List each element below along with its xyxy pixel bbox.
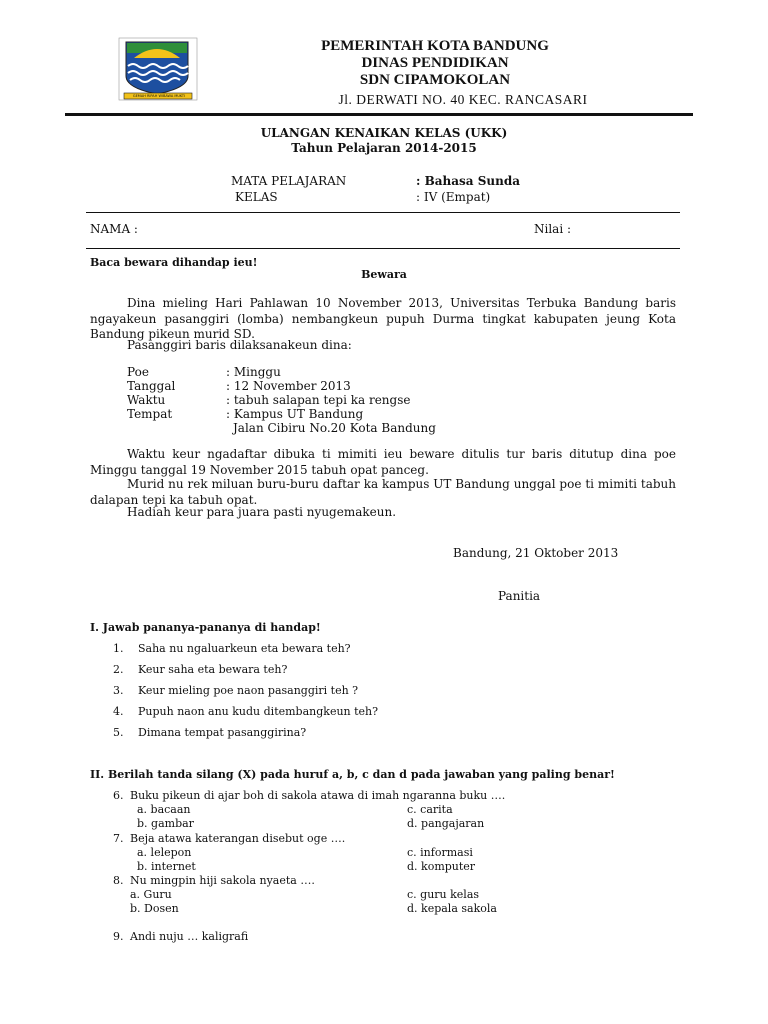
question-text: Keur saha eta bewara teh? (138, 663, 288, 676)
reading-instruction: Baca bewara dihandap ieu! (90, 256, 258, 269)
subject-label: MATA PELAJARAN (231, 174, 347, 188)
reading-paragraph-2: Pasanggiri baris dilaksanakeun dina: (127, 338, 352, 352)
detail-value: Jalan Cibiru No.20 Kota Bandung (233, 421, 436, 435)
question-number: 1. (113, 642, 124, 655)
question-number: 7. (113, 832, 124, 845)
exam-title: ULANGAN KENAIKAN KELAS (UKK) (260, 126, 508, 140)
question-text: Nu mingpin hiji sakola nyaeta …. (130, 874, 315, 887)
school-logo (116, 36, 200, 104)
reading-paragraph-3: Waktu keur ngadaftar dibuka ti mimiti ieu beware ditulis tur baris ditutup dina poe Minggu tanggal 19 November 2015 tabuh opat panceg. (90, 447, 676, 477)
name-field-label: NAMA : (90, 222, 138, 236)
detail-label: Waktu (127, 393, 166, 407)
question-text: Pupuh naon anu kudu ditembangkeun teh? (138, 705, 379, 718)
option-b: b. gambar (137, 817, 194, 830)
name-rule-bottom (86, 248, 680, 249)
question-number: 2. (113, 663, 124, 676)
detail-value: : tabuh salapan tepi ka rengse (226, 393, 411, 407)
score-field-label: Nilai : (534, 222, 572, 236)
question-number: 4. (113, 705, 124, 718)
exam-year: Tahun Pelajaran 2014-2015 (291, 141, 477, 155)
subject-value: : Bahasa Sunda (416, 174, 521, 188)
option-c: c. guru kelas (407, 888, 480, 901)
reading-title: Bewara (361, 268, 407, 281)
question-text: Dimana tempat pasanggirina? (138, 726, 307, 739)
header-department: DINAS PENDIDIKAN (361, 55, 509, 71)
option-c: c. informasi (407, 846, 473, 859)
detail-label: Tempat (127, 407, 173, 421)
name-rule-top (86, 212, 680, 213)
option-a: a. lelepon (137, 846, 192, 859)
class-label: KELAS (235, 190, 278, 204)
question-number: 9. (113, 930, 124, 943)
question-text: Beja atawa katerangan disebut oge …. (130, 832, 346, 845)
option-b: b. Dosen (130, 902, 179, 915)
reading-paragraph-1: Dina mieling Hari Pahlawan 10 November 2013, Universitas Terbuka Bandung baris ngayakeun pasanggiri (lomba) nembangkeun pupuh Durma tingkat kabupaten jeung Kota Bandung pikeun murid SD. (90, 296, 676, 341)
class-value: : IV (Empat) (416, 190, 491, 204)
option-d: d. kepala sakola (407, 902, 497, 915)
question-number: 3. (113, 684, 124, 697)
logo-motto: GEMAH RIPAH WIBAWA MUKTI (132, 94, 186, 98)
section-1-heading: I. Jawab pananya-pananya di handap! (90, 621, 321, 634)
question-text: Andi nuju … kaligrafi (130, 930, 249, 943)
header-address: Jl. DERWATI NO. 40 KEC. RANCASARI (338, 92, 588, 107)
option-b: b. internet (137, 860, 196, 873)
option-d: d. pangajaran (407, 817, 485, 830)
question-number: 6. (113, 789, 124, 802)
header-rule-thick (65, 113, 693, 116)
detail-label: Tanggal (127, 379, 176, 393)
detail-value: : Minggu (226, 365, 281, 379)
header-school: SDN CIPAMOKOLAN (359, 72, 511, 88)
option-c: c. carita (407, 803, 453, 816)
question-text: Keur mieling poe naon pasanggiri teh ? (138, 684, 359, 697)
reading-paragraph-5: Hadiah keur para juara pasti nyugemakeun. (127, 505, 397, 519)
question-number: 5. (113, 726, 124, 739)
option-a: a. bacaan (137, 803, 191, 816)
section-2-heading: II. Berilah tanda silang (X) pada huruf a, b, c dan d pada jawaban yang paling benar! (90, 768, 615, 781)
letter-signature: Panitia (498, 589, 541, 603)
detail-value: : Kampus UT Bandung (226, 407, 364, 421)
option-a: a. Guru (130, 888, 172, 901)
header-government: PEMERINTAH KOTA BANDUNG (321, 38, 549, 54)
reading-paragraph-4: Murid nu rek miluan buru-buru daftar ka kampus UT Bandung unggal poe ti mimiti tabuh dalapan tepi ka tabuh opat. (90, 477, 676, 507)
question-text: Saha nu ngaluarkeun eta bewara teh? (138, 642, 351, 655)
question-text: Buku pikeun di ajar boh di sakola atawa di imah ngaranna buku …. (130, 789, 506, 802)
detail-value: : 12 November 2013 (226, 379, 351, 393)
option-d: d. komputer (407, 860, 476, 873)
letter-date: Bandung, 21 Oktober 2013 (453, 546, 619, 560)
question-number: 8. (113, 874, 124, 887)
detail-label: Poe (127, 365, 149, 379)
event-details (127, 365, 527, 441)
